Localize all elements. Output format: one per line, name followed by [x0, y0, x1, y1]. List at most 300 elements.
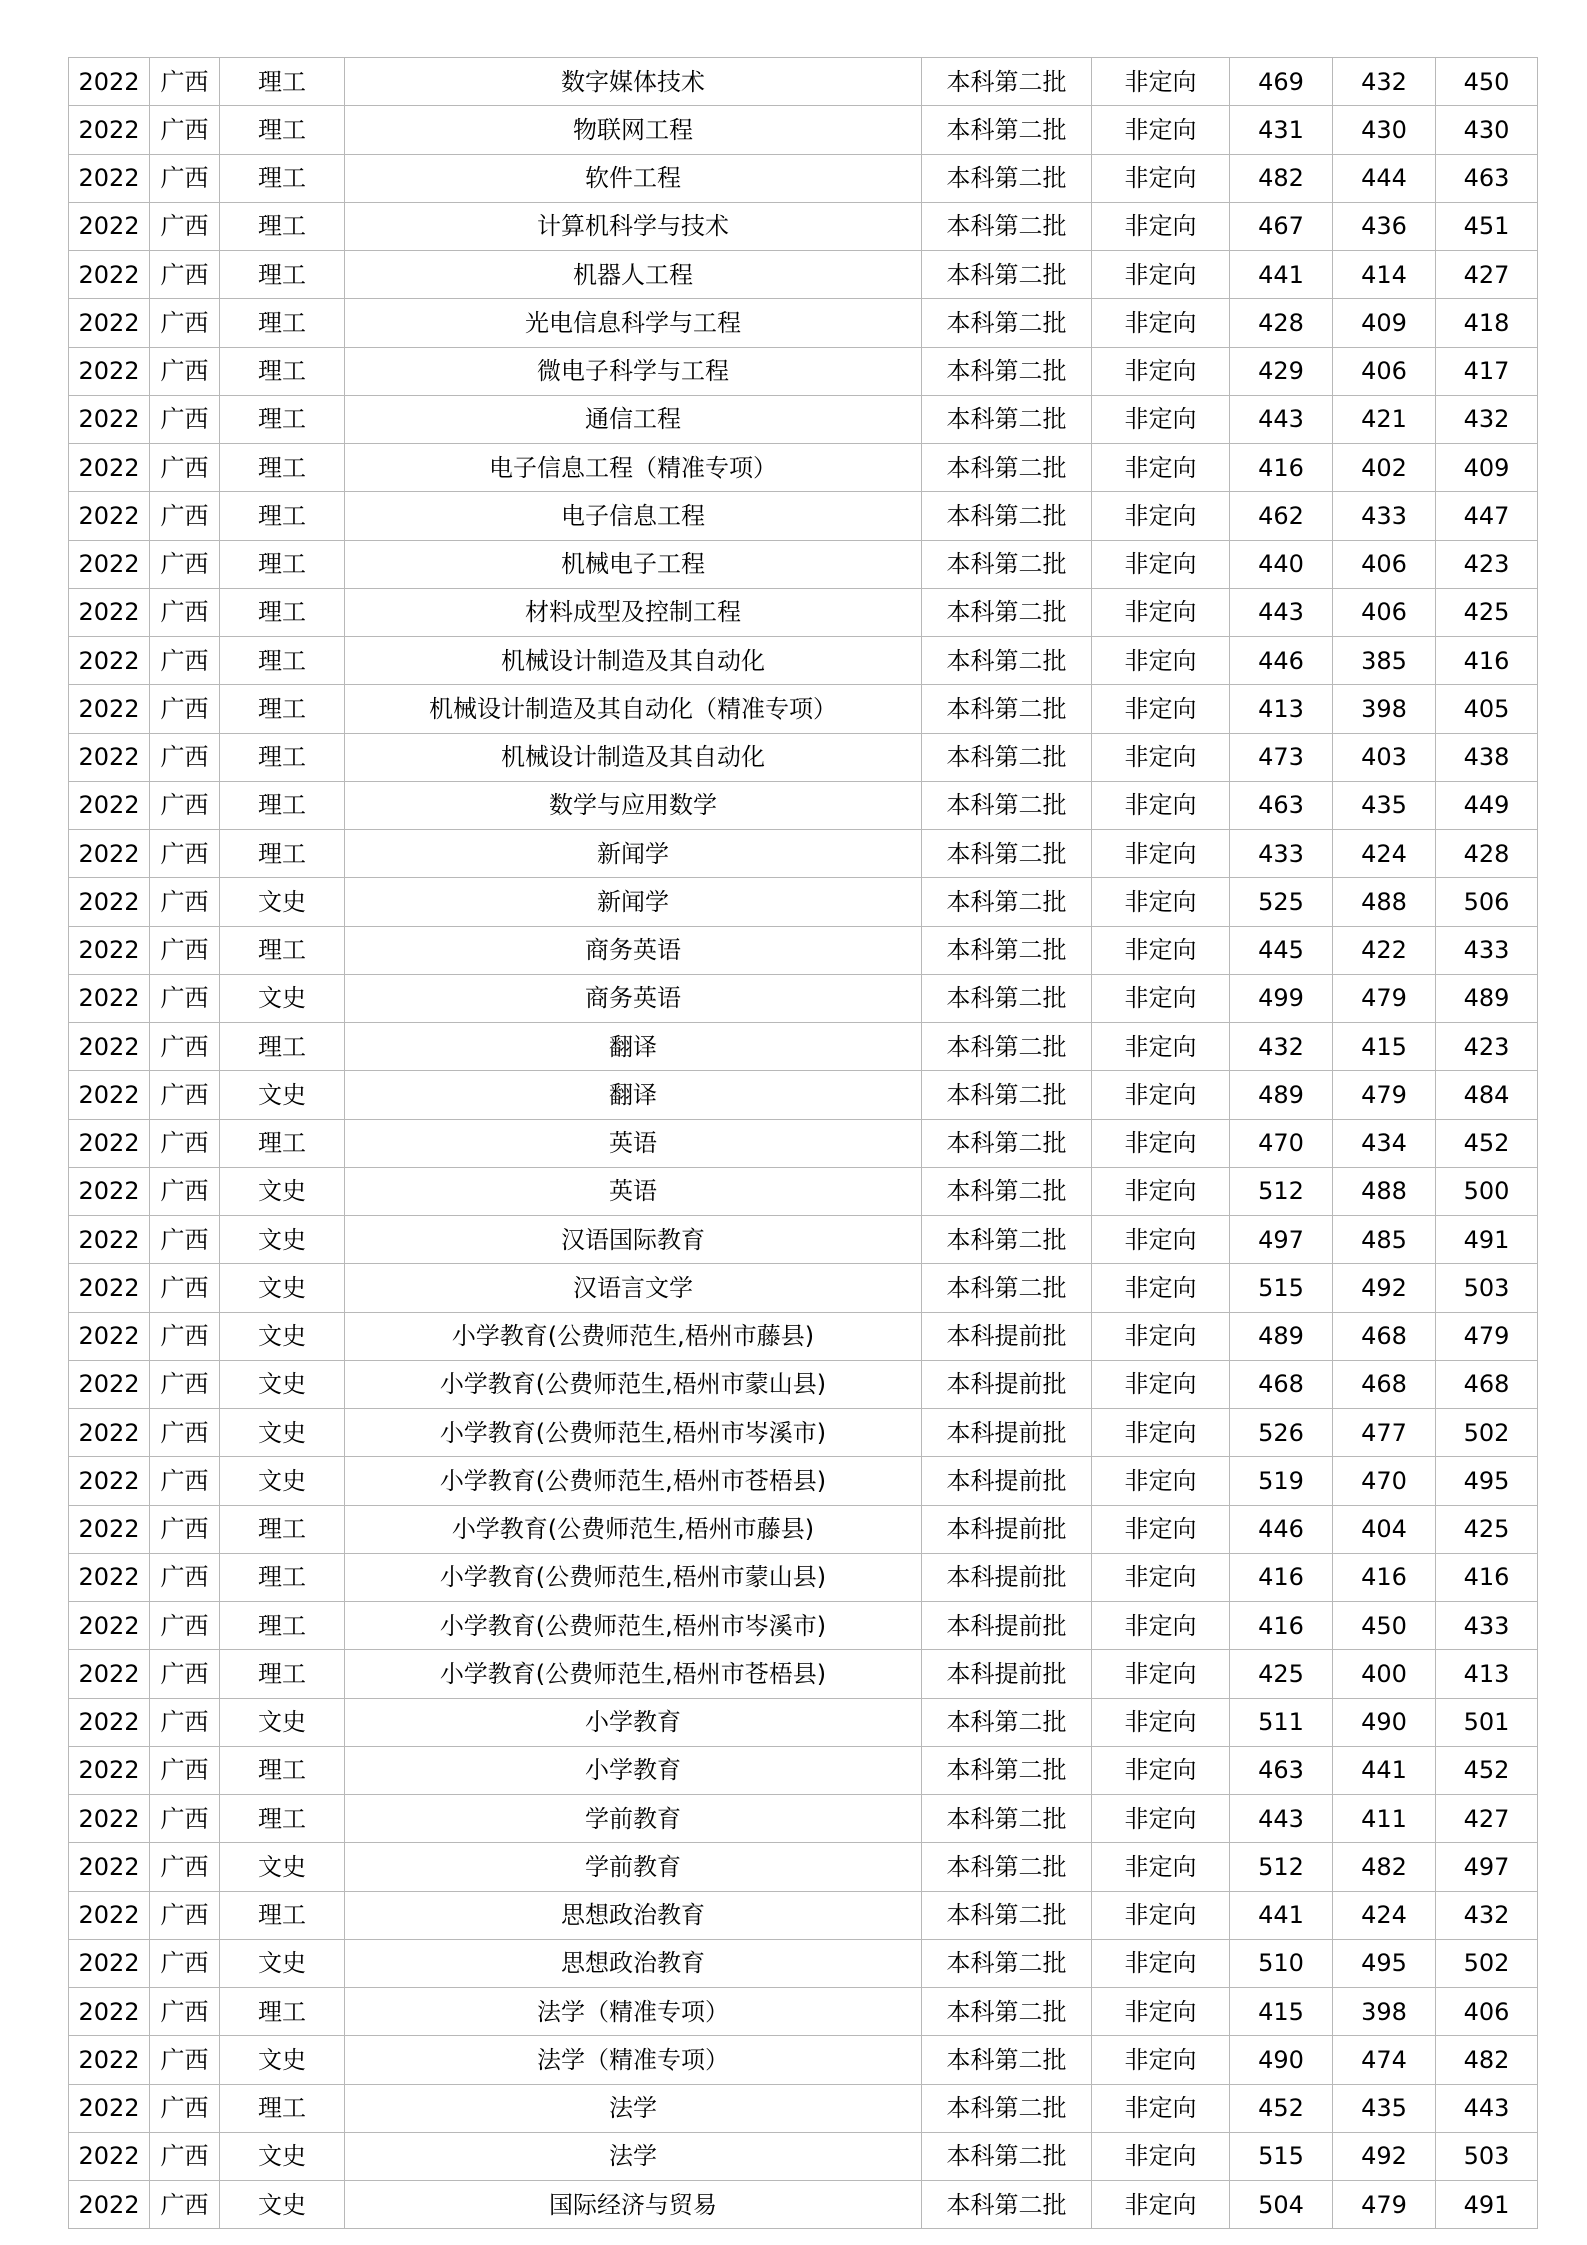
category-cell: 理工	[220, 299, 345, 347]
table-row	[69, 637, 1538, 685]
province-cell: 广西	[150, 2036, 220, 2084]
min-score-cell: 468	[1333, 1312, 1436, 1360]
type-cell: 非定向	[1092, 1602, 1230, 1650]
max-score-cell: 446	[1230, 637, 1333, 685]
min-score-cell: 434	[1333, 1119, 1436, 1167]
min-score-cell: 424	[1333, 830, 1436, 878]
batch-cell: 本科第二批	[922, 637, 1092, 685]
avg-score-cell: 417	[1436, 347, 1538, 395]
category-cell: 理工	[220, 1119, 345, 1167]
table-row	[69, 1409, 1538, 1457]
type-cell: 非定向	[1092, 637, 1230, 685]
major-cell: 学前教育	[345, 1843, 922, 1891]
max-score-cell: 504	[1230, 2181, 1333, 2229]
avg-score-cell: 438	[1436, 733, 1538, 781]
province-cell: 广西	[150, 154, 220, 202]
major-cell: 小学教育(公费师范生,梧州市岑溪市)	[345, 1409, 922, 1457]
major-cell: 法学（精准专项）	[345, 1988, 922, 2036]
type-cell: 非定向	[1092, 444, 1230, 492]
category-cell: 理工	[220, 830, 345, 878]
category-cell: 文史	[220, 974, 345, 1022]
batch-cell: 本科第二批	[922, 974, 1092, 1022]
table-row	[69, 2181, 1538, 2229]
min-score-cell: 411	[1333, 1795, 1436, 1843]
avg-score-cell: 406	[1436, 1988, 1538, 2036]
major-cell: 翻译	[345, 1071, 922, 1119]
max-score-cell: 467	[1230, 202, 1333, 250]
type-cell: 非定向	[1092, 1843, 1230, 1891]
batch-cell: 本科第二批	[922, 202, 1092, 250]
year-cell: 2022	[69, 1119, 150, 1167]
major-cell: 汉语言文学	[345, 1264, 922, 1312]
max-score-cell: 415	[1230, 1988, 1333, 2036]
table-row	[69, 106, 1538, 154]
batch-cell: 本科第二批	[922, 106, 1092, 154]
category-cell: 理工	[220, 251, 345, 299]
major-cell: 光电信息科学与工程	[345, 299, 922, 347]
province-cell: 广西	[150, 1891, 220, 1939]
min-score-cell: 490	[1333, 1698, 1436, 1746]
table-row	[69, 781, 1538, 829]
table-row	[69, 154, 1538, 202]
category-cell: 文史	[220, 1360, 345, 1408]
type-cell: 非定向	[1092, 2132, 1230, 2180]
batch-cell: 本科第二批	[922, 2084, 1092, 2132]
category-cell: 理工	[220, 540, 345, 588]
major-cell: 小学教育(公费师范生,梧州市蒙山县)	[345, 1553, 922, 1601]
table-row	[69, 2036, 1538, 2084]
table-row	[69, 202, 1538, 250]
batch-cell: 本科第二批	[922, 1939, 1092, 1987]
province-cell: 广西	[150, 202, 220, 250]
category-cell: 理工	[220, 492, 345, 540]
avg-score-cell: 497	[1436, 1843, 1538, 1891]
category-cell: 文史	[220, 1071, 345, 1119]
major-cell: 小学教育(公费师范生,梧州市岑溪市)	[345, 1602, 922, 1650]
avg-score-cell: 432	[1436, 1891, 1538, 1939]
type-cell: 非定向	[1092, 1795, 1230, 1843]
year-cell: 2022	[69, 492, 150, 540]
min-score-cell: 415	[1333, 1023, 1436, 1071]
table-row	[69, 830, 1538, 878]
table-row	[69, 2084, 1538, 2132]
avg-score-cell: 423	[1436, 1023, 1538, 1071]
batch-cell: 本科第二批	[922, 1167, 1092, 1215]
batch-cell: 本科第二批	[922, 2036, 1092, 2084]
min-score-cell: 424	[1333, 1891, 1436, 1939]
major-cell: 商务英语	[345, 926, 922, 974]
major-cell: 电子信息工程（精准专项）	[345, 444, 922, 492]
category-cell: 理工	[220, 733, 345, 781]
min-score-cell: 406	[1333, 347, 1436, 395]
max-score-cell: 463	[1230, 1746, 1333, 1794]
category-cell: 理工	[220, 395, 345, 443]
year-cell: 2022	[69, 974, 150, 1022]
province-cell: 广西	[150, 1216, 220, 1264]
avg-score-cell: 489	[1436, 974, 1538, 1022]
type-cell: 非定向	[1092, 202, 1230, 250]
year-cell: 2022	[69, 1505, 150, 1553]
admission-score-table	[68, 57, 1538, 2229]
type-cell: 非定向	[1092, 1312, 1230, 1360]
table-row	[69, 1891, 1538, 1939]
table-row	[69, 1698, 1538, 1746]
category-cell: 文史	[220, 1698, 345, 1746]
min-score-cell: 436	[1333, 202, 1436, 250]
batch-cell: 本科提前批	[922, 1360, 1092, 1408]
max-score-cell: 441	[1230, 1891, 1333, 1939]
min-score-cell: 485	[1333, 1216, 1436, 1264]
year-cell: 2022	[69, 926, 150, 974]
category-cell: 理工	[220, 1650, 345, 1698]
batch-cell: 本科提前批	[922, 1457, 1092, 1505]
type-cell: 非定向	[1092, 106, 1230, 154]
avg-score-cell: 452	[1436, 1119, 1538, 1167]
major-cell: 小学教育	[345, 1698, 922, 1746]
batch-cell: 本科第二批	[922, 1698, 1092, 1746]
max-score-cell: 515	[1230, 2132, 1333, 2180]
category-cell: 文史	[220, 1167, 345, 1215]
table-row	[69, 444, 1538, 492]
table-row	[69, 926, 1538, 974]
type-cell: 非定向	[1092, 2084, 1230, 2132]
batch-cell: 本科第二批	[922, 733, 1092, 781]
max-score-cell: 499	[1230, 974, 1333, 1022]
avg-score-cell: 482	[1436, 2036, 1538, 2084]
min-score-cell: 492	[1333, 2132, 1436, 2180]
province-cell: 广西	[150, 588, 220, 636]
avg-score-cell: 432	[1436, 395, 1538, 443]
major-cell: 思想政治教育	[345, 1891, 922, 1939]
min-score-cell: 435	[1333, 2084, 1436, 2132]
major-cell: 小学教育(公费师范生,梧州市蒙山县)	[345, 1360, 922, 1408]
table-row	[69, 588, 1538, 636]
max-score-cell: 512	[1230, 1167, 1333, 1215]
min-score-cell: 450	[1333, 1602, 1436, 1650]
type-cell: 非定向	[1092, 1360, 1230, 1408]
max-score-cell: 416	[1230, 1602, 1333, 1650]
min-score-cell: 488	[1333, 1167, 1436, 1215]
year-cell: 2022	[69, 878, 150, 926]
avg-score-cell: 463	[1436, 154, 1538, 202]
year-cell: 2022	[69, 685, 150, 733]
max-score-cell: 469	[1230, 58, 1333, 106]
max-score-cell: 441	[1230, 251, 1333, 299]
province-cell: 广西	[150, 1264, 220, 1312]
min-score-cell: 422	[1333, 926, 1436, 974]
year-cell: 2022	[69, 1843, 150, 1891]
avg-score-cell: 468	[1436, 1360, 1538, 1408]
table-row	[69, 878, 1538, 926]
avg-score-cell: 405	[1436, 685, 1538, 733]
province-cell: 广西	[150, 637, 220, 685]
year-cell: 2022	[69, 395, 150, 443]
major-cell: 思想政治教育	[345, 1939, 922, 1987]
type-cell: 非定向	[1092, 251, 1230, 299]
province-cell: 广西	[150, 1602, 220, 1650]
min-score-cell: 470	[1333, 1457, 1436, 1505]
major-cell: 小学教育	[345, 1746, 922, 1794]
table-row	[69, 540, 1538, 588]
min-score-cell: 444	[1333, 154, 1436, 202]
avg-score-cell: 425	[1436, 588, 1538, 636]
province-cell: 广西	[150, 1119, 220, 1167]
batch-cell: 本科第二批	[922, 781, 1092, 829]
min-score-cell: 402	[1333, 444, 1436, 492]
year-cell: 2022	[69, 1409, 150, 1457]
table-body	[69, 58, 1538, 2229]
year-cell: 2022	[69, 1650, 150, 1698]
year-cell: 2022	[69, 1939, 150, 1987]
year-cell: 2022	[69, 1457, 150, 1505]
max-score-cell: 443	[1230, 395, 1333, 443]
year-cell: 2022	[69, 1795, 150, 1843]
year-cell: 2022	[69, 1553, 150, 1601]
province-cell: 广西	[150, 1650, 220, 1698]
province-cell: 广西	[150, 1746, 220, 1794]
table-row	[69, 1650, 1538, 1698]
batch-cell: 本科提前批	[922, 1602, 1092, 1650]
year-cell: 2022	[69, 299, 150, 347]
province-cell: 广西	[150, 540, 220, 588]
table-row	[69, 1553, 1538, 1601]
type-cell: 非定向	[1092, 1891, 1230, 1939]
min-score-cell: 495	[1333, 1939, 1436, 1987]
max-score-cell: 468	[1230, 1360, 1333, 1408]
min-score-cell: 400	[1333, 1650, 1436, 1698]
province-cell: 广西	[150, 781, 220, 829]
province-cell: 广西	[150, 299, 220, 347]
province-cell: 广西	[150, 58, 220, 106]
major-cell: 小学教育(公费师范生,梧州市藤县)	[345, 1312, 922, 1360]
type-cell: 非定向	[1092, 1216, 1230, 1264]
batch-cell: 本科第二批	[922, 2132, 1092, 2180]
avg-score-cell: 443	[1436, 2084, 1538, 2132]
table-row	[69, 1457, 1538, 1505]
major-cell: 法学	[345, 2132, 922, 2180]
max-score-cell: 497	[1230, 1216, 1333, 1264]
category-cell: 理工	[220, 347, 345, 395]
table-row	[69, 251, 1538, 299]
batch-cell: 本科第二批	[922, 1264, 1092, 1312]
max-score-cell: 416	[1230, 444, 1333, 492]
avg-score-cell: 433	[1436, 926, 1538, 974]
min-score-cell: 479	[1333, 2181, 1436, 2229]
year-cell: 2022	[69, 1698, 150, 1746]
major-cell: 机械设计制造及其自动化	[345, 637, 922, 685]
max-score-cell: 473	[1230, 733, 1333, 781]
province-cell: 广西	[150, 1409, 220, 1457]
max-score-cell: 525	[1230, 878, 1333, 926]
batch-cell: 本科第二批	[922, 1119, 1092, 1167]
major-cell: 新闻学	[345, 830, 922, 878]
province-cell: 广西	[150, 1071, 220, 1119]
table-row	[69, 1505, 1538, 1553]
max-score-cell: 445	[1230, 926, 1333, 974]
province-cell: 广西	[150, 395, 220, 443]
table-row	[69, 395, 1538, 443]
province-cell: 广西	[150, 1312, 220, 1360]
major-cell: 国际经济与贸易	[345, 2181, 922, 2229]
batch-cell: 本科第二批	[922, 685, 1092, 733]
table-row	[69, 1119, 1538, 1167]
min-score-cell: 479	[1333, 1071, 1436, 1119]
max-score-cell: 512	[1230, 1843, 1333, 1891]
max-score-cell: 443	[1230, 588, 1333, 636]
table-row	[69, 1746, 1538, 1794]
max-score-cell: 428	[1230, 299, 1333, 347]
year-cell: 2022	[69, 2084, 150, 2132]
avg-score-cell: 423	[1436, 540, 1538, 588]
min-score-cell: 488	[1333, 878, 1436, 926]
batch-cell: 本科第二批	[922, 830, 1092, 878]
batch-cell: 本科第二批	[922, 2181, 1092, 2229]
max-score-cell: 429	[1230, 347, 1333, 395]
table-row	[69, 1167, 1538, 1215]
province-cell: 广西	[150, 2181, 220, 2229]
max-score-cell: 482	[1230, 154, 1333, 202]
min-score-cell: 398	[1333, 685, 1436, 733]
type-cell: 非定向	[1092, 1023, 1230, 1071]
major-cell: 软件工程	[345, 154, 922, 202]
year-cell: 2022	[69, 58, 150, 106]
type-cell: 非定向	[1092, 540, 1230, 588]
year-cell: 2022	[69, 106, 150, 154]
min-score-cell: 430	[1333, 106, 1436, 154]
batch-cell: 本科第二批	[922, 347, 1092, 395]
type-cell: 非定向	[1092, 1505, 1230, 1553]
type-cell: 非定向	[1092, 1746, 1230, 1794]
type-cell: 非定向	[1092, 974, 1230, 1022]
category-cell: 理工	[220, 1553, 345, 1601]
major-cell: 商务英语	[345, 974, 922, 1022]
avg-score-cell: 430	[1436, 106, 1538, 154]
province-cell: 广西	[150, 1167, 220, 1215]
batch-cell: 本科第二批	[922, 878, 1092, 926]
year-cell: 2022	[69, 1264, 150, 1312]
batch-cell: 本科第二批	[922, 1843, 1092, 1891]
min-score-cell: 482	[1333, 1843, 1436, 1891]
category-cell: 理工	[220, 202, 345, 250]
category-cell: 理工	[220, 1795, 345, 1843]
max-score-cell: 432	[1230, 1023, 1333, 1071]
min-score-cell: 406	[1333, 588, 1436, 636]
type-cell: 非定向	[1092, 347, 1230, 395]
table-row	[69, 1023, 1538, 1071]
province-cell: 广西	[150, 733, 220, 781]
major-cell: 英语	[345, 1167, 922, 1215]
batch-cell: 本科第二批	[922, 492, 1092, 540]
major-cell: 小学教育(公费师范生,梧州市苍梧县)	[345, 1650, 922, 1698]
table-row	[69, 1939, 1538, 1987]
year-cell: 2022	[69, 251, 150, 299]
table-row	[69, 1264, 1538, 1312]
min-score-cell: 403	[1333, 733, 1436, 781]
category-cell: 理工	[220, 1505, 345, 1553]
avg-score-cell: 433	[1436, 1602, 1538, 1650]
province-cell: 广西	[150, 1360, 220, 1408]
year-cell: 2022	[69, 1071, 150, 1119]
batch-cell: 本科第二批	[922, 395, 1092, 443]
max-score-cell: 510	[1230, 1939, 1333, 1987]
province-cell: 广西	[150, 2084, 220, 2132]
province-cell: 广西	[150, 1843, 220, 1891]
type-cell: 非定向	[1092, 733, 1230, 781]
avg-score-cell: 506	[1436, 878, 1538, 926]
year-cell: 2022	[69, 2036, 150, 2084]
province-cell: 广西	[150, 1505, 220, 1553]
type-cell: 非定向	[1092, 1409, 1230, 1457]
type-cell: 非定向	[1092, 492, 1230, 540]
min-score-cell: 477	[1333, 1409, 1436, 1457]
avg-score-cell: 409	[1436, 444, 1538, 492]
avg-score-cell: 452	[1436, 1746, 1538, 1794]
province-cell: 广西	[150, 685, 220, 733]
avg-score-cell: 491	[1436, 1216, 1538, 1264]
max-score-cell: 433	[1230, 830, 1333, 878]
major-cell: 法学（精准专项）	[345, 2036, 922, 2084]
major-cell: 机器人工程	[345, 251, 922, 299]
table-row	[69, 685, 1538, 733]
max-score-cell: 416	[1230, 1553, 1333, 1601]
max-score-cell: 515	[1230, 1264, 1333, 1312]
type-cell: 非定向	[1092, 685, 1230, 733]
min-score-cell: 398	[1333, 1988, 1436, 2036]
batch-cell: 本科提前批	[922, 1650, 1092, 1698]
table-row	[69, 1988, 1538, 2036]
category-cell: 理工	[220, 1746, 345, 1794]
type-cell: 非定向	[1092, 878, 1230, 926]
avg-score-cell: 451	[1436, 202, 1538, 250]
major-cell: 法学	[345, 2084, 922, 2132]
table-row	[69, 1602, 1538, 1650]
type-cell: 非定向	[1092, 58, 1230, 106]
type-cell: 非定向	[1092, 2036, 1230, 2084]
year-cell: 2022	[69, 2132, 150, 2180]
category-cell: 理工	[220, 106, 345, 154]
category-cell: 文史	[220, 2181, 345, 2229]
batch-cell: 本科第二批	[922, 1746, 1092, 1794]
year-cell: 2022	[69, 830, 150, 878]
category-cell: 理工	[220, 588, 345, 636]
max-score-cell: 470	[1230, 1119, 1333, 1167]
category-cell: 文史	[220, 1216, 345, 1264]
max-score-cell: 463	[1230, 781, 1333, 829]
year-cell: 2022	[69, 1216, 150, 1264]
category-cell: 文史	[220, 878, 345, 926]
major-cell: 机械设计制造及其自动化（精准专项）	[345, 685, 922, 733]
province-cell: 广西	[150, 1023, 220, 1071]
max-score-cell: 443	[1230, 1795, 1333, 1843]
province-cell: 广西	[150, 2132, 220, 2180]
category-cell: 理工	[220, 444, 345, 492]
min-score-cell: 414	[1333, 251, 1436, 299]
province-cell: 广西	[150, 444, 220, 492]
year-cell: 2022	[69, 2181, 150, 2229]
category-cell: 文史	[220, 1843, 345, 1891]
avg-score-cell: 503	[1436, 2132, 1538, 2180]
min-score-cell: 432	[1333, 58, 1436, 106]
avg-score-cell: 447	[1436, 492, 1538, 540]
batch-cell: 本科第二批	[922, 540, 1092, 588]
avg-score-cell: 501	[1436, 1698, 1538, 1746]
min-score-cell: 433	[1333, 492, 1436, 540]
type-cell: 非定向	[1092, 1071, 1230, 1119]
type-cell: 非定向	[1092, 1264, 1230, 1312]
category-cell: 理工	[220, 926, 345, 974]
avg-score-cell: 500	[1436, 1167, 1538, 1215]
min-score-cell: 416	[1333, 1553, 1436, 1601]
